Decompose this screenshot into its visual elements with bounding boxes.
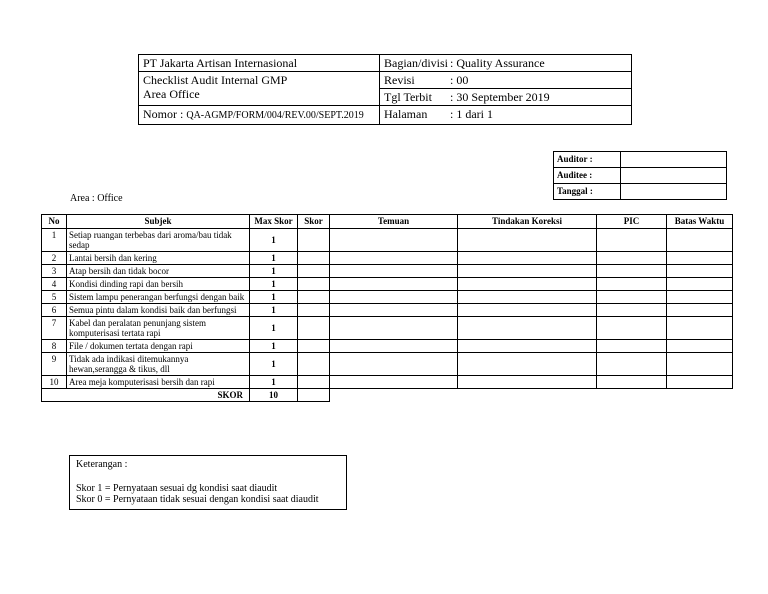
row-pic-cell[interactable] <box>597 229 667 252</box>
row-tindakan-cell[interactable] <box>458 229 597 252</box>
row-temuan-cell[interactable] <box>330 291 458 304</box>
col-header-subjek: Subjek <box>67 215 250 229</box>
row-subjek: Kondisi dinding rapi dan bersih <box>67 278 250 291</box>
row-no: 1 <box>42 229 67 252</box>
row-pic-cell[interactable] <box>597 353 667 376</box>
row-tindakan-cell[interactable] <box>458 278 597 291</box>
bagian-cell <box>380 55 632 72</box>
total-value: 10 <box>250 389 298 402</box>
keterangan-box <box>69 455 347 510</box>
row-batas-waktu-cell[interactable] <box>667 278 733 291</box>
nomor-label: Nomor : <box>143 107 184 121</box>
row-skor-cell[interactable] <box>298 317 330 340</box>
col-header-pic: PIC <box>597 215 667 229</box>
row-temuan-cell[interactable] <box>330 340 458 353</box>
keterangan-skor-0: Skor 0 = Pernyataan tidak sesuai dengan kondisi saat diaudit <box>76 494 319 505</box>
table-row <box>42 353 733 376</box>
row-no: 6 <box>42 304 67 317</box>
row-no: 8 <box>42 340 67 353</box>
area-label: Area : Office <box>70 193 123 204</box>
revisi-label: Revisi <box>384 73 415 87</box>
doc-title: Checklist Audit Internal GMP <box>143 73 288 87</box>
row-subjek: Atap bersih dan tidak bocor <box>67 265 250 278</box>
row-no: 5 <box>42 291 67 304</box>
auditee-label: Auditee : <box>554 168 621 184</box>
total-row <box>42 389 733 402</box>
row-pic-cell[interactable] <box>597 340 667 353</box>
area-title: Area Office <box>143 87 200 101</box>
document-header <box>138 54 632 125</box>
row-subjek: Lantai bersih dan kering <box>67 252 250 265</box>
row-no: 4 <box>42 278 67 291</box>
revisi-cell <box>380 72 632 89</box>
row-subjek: Sistem lampu penerangan berfungsi dengan baik <box>67 291 250 304</box>
row-batas-waktu-cell[interactable] <box>667 265 733 278</box>
row-no: 3 <box>42 265 67 278</box>
table-row <box>42 278 733 291</box>
nomor-cell <box>139 106 380 125</box>
row-skor-cell[interactable] <box>298 252 330 265</box>
row-max-skor: 1 <box>250 340 298 353</box>
table-header-row <box>42 215 733 229</box>
row-tindakan-cell[interactable] <box>458 291 597 304</box>
row-tindakan-cell[interactable] <box>458 252 597 265</box>
total-label: SKOR <box>42 389 250 402</box>
halaman-value: : 1 dari 1 <box>450 107 493 121</box>
row-pic-cell[interactable] <box>597 278 667 291</box>
row-skor-cell[interactable] <box>298 353 330 376</box>
col-header-temuan: Temuan <box>330 215 458 229</box>
row-batas-waktu-cell[interactable] <box>667 340 733 353</box>
row-batas-waktu-cell[interactable] <box>667 252 733 265</box>
auditor-label: Auditor : <box>554 152 621 168</box>
row-max-skor: 1 <box>250 317 298 340</box>
row-skor-cell[interactable] <box>298 340 330 353</box>
row-no: 9 <box>42 353 67 376</box>
row-no: 10 <box>42 376 67 389</box>
row-max-skor: 1 <box>250 278 298 291</box>
company-name: PT Jakarta Artisan Internasional <box>139 55 380 72</box>
table-row <box>42 376 733 389</box>
row-subjek: File / dokumen tertata dengan rapi <box>67 340 250 353</box>
row-pic-cell[interactable] <box>597 252 667 265</box>
revisi-value: : 00 <box>450 73 469 87</box>
total-skor-cell[interactable] <box>298 389 330 402</box>
row-max-skor: 1 <box>250 353 298 376</box>
table-row <box>42 291 733 304</box>
tanggal-field[interactable] <box>621 184 727 200</box>
row-temuan-cell[interactable] <box>330 304 458 317</box>
bagian-label: Bagian/divisi <box>384 56 448 70</box>
row-max-skor: 1 <box>250 291 298 304</box>
row-tindakan-cell[interactable] <box>458 340 597 353</box>
terbit-label: Tgl Terbit <box>384 90 432 104</box>
row-subjek: Area meja komputerisasi bersih dan rapi <box>67 376 250 389</box>
keterangan-skor-1: Skor 1 = Pernyataan sesuai dg kondisi saat diaudit <box>76 483 278 494</box>
nomor-value: QA-AGMP/FORM/004/REV.00/SEPT.2019 <box>186 110 364 121</box>
audit-info-box <box>553 151 727 200</box>
row-batas-waktu-cell[interactable] <box>667 229 733 252</box>
keterangan-title: Keterangan : <box>76 459 128 470</box>
col-header-skor: Skor <box>298 215 330 229</box>
row-batas-waktu-cell[interactable] <box>667 353 733 376</box>
row-max-skor: 1 <box>250 265 298 278</box>
row-skor-cell[interactable] <box>298 229 330 252</box>
row-subjek: Semua pintu dalam kondisi baik dan berfungsi <box>67 304 250 317</box>
col-header-batas-waktu: Batas Waktu <box>667 215 733 229</box>
row-tindakan-cell[interactable] <box>458 304 597 317</box>
row-max-skor: 1 <box>250 252 298 265</box>
table-row <box>42 317 733 340</box>
auditee-field[interactable] <box>621 168 727 184</box>
row-no: 7 <box>42 317 67 340</box>
table-row <box>42 265 733 278</box>
row-pic-cell[interactable] <box>597 317 667 340</box>
row-temuan-cell[interactable] <box>330 278 458 291</box>
row-pic-cell[interactable] <box>597 265 667 278</box>
row-subjek: Tidak ada indikasi ditemukannya hewan,serangga & tikus, dll <box>67 353 250 376</box>
row-tindakan-cell[interactable] <box>458 317 597 340</box>
row-temuan-cell[interactable] <box>330 376 458 389</box>
row-temuan-cell[interactable] <box>330 229 458 252</box>
row-skor-cell[interactable] <box>298 265 330 278</box>
row-pic-cell[interactable] <box>597 304 667 317</box>
auditor-field[interactable] <box>621 152 727 168</box>
table-row <box>42 252 733 265</box>
terbit-value: : 30 September 2019 <box>450 90 550 104</box>
table-row <box>42 340 733 353</box>
doc-title-cell <box>139 72 380 106</box>
row-tindakan-cell[interactable] <box>458 353 597 376</box>
checklist-table <box>41 214 733 402</box>
row-skor-cell[interactable] <box>298 304 330 317</box>
col-header-max-skor: Max Skor <box>250 215 298 229</box>
row-skor-cell[interactable] <box>298 278 330 291</box>
row-pic-cell[interactable] <box>597 376 667 389</box>
row-temuan-cell[interactable] <box>330 317 458 340</box>
row-max-skor: 1 <box>250 376 298 389</box>
row-batas-waktu-cell[interactable] <box>667 291 733 304</box>
bagian-value: : Quality Assurance <box>450 56 545 70</box>
col-header-tindakan-koreksi: Tindakan Koreksi <box>458 215 597 229</box>
table-row <box>42 229 733 252</box>
row-batas-waktu-cell[interactable] <box>667 376 733 389</box>
row-temuan-cell[interactable] <box>330 353 458 376</box>
col-header-no: No <box>42 215 67 229</box>
row-skor-cell[interactable] <box>298 291 330 304</box>
row-max-skor: 1 <box>250 304 298 317</box>
row-tindakan-cell[interactable] <box>458 376 597 389</box>
table-row <box>42 304 733 317</box>
row-temuan-cell[interactable] <box>330 265 458 278</box>
row-max-skor: 1 <box>250 229 298 252</box>
row-batas-waktu-cell[interactable] <box>667 304 733 317</box>
halaman-label: Halaman <box>384 107 428 121</box>
row-tindakan-cell[interactable] <box>458 265 597 278</box>
row-skor-cell[interactable] <box>298 376 330 389</box>
row-pic-cell[interactable] <box>597 291 667 304</box>
row-temuan-cell[interactable] <box>330 252 458 265</box>
tanggal-label: Tanggal : <box>554 184 621 200</box>
row-subjek: Setiap ruangan terbebas dari aroma/bau tidak sedap <box>67 229 250 252</box>
total-blank <box>330 389 733 402</box>
terbit-cell <box>380 89 632 106</box>
row-subjek: Kabel dan peralatan penunjang sistem komputerisasi tertata rapi <box>67 317 250 340</box>
row-no: 2 <box>42 252 67 265</box>
row-batas-waktu-cell[interactable] <box>667 317 733 340</box>
halaman-cell <box>380 106 632 125</box>
